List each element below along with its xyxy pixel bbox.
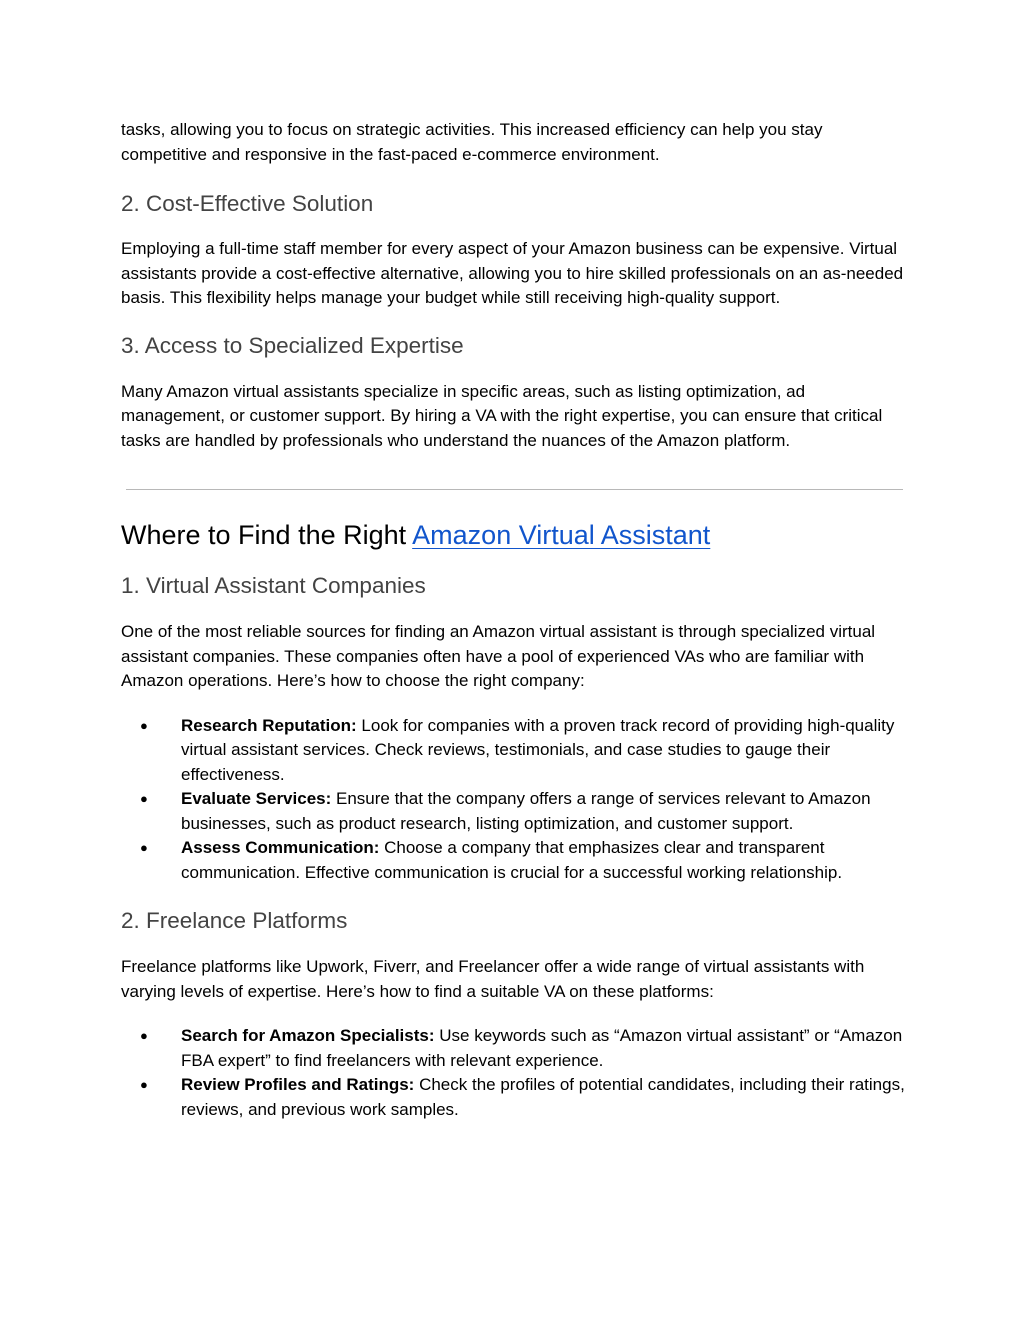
freelance-platforms-heading: 2. Freelance Platforms <box>121 908 348 933</box>
specialized-expertise-paragraph: Many Amazon virtual assistants specialize in specific areas, such as listing optimization, ad management, or customer support. By hiring a VA with the right expertise, you can ensure that critical tasks are handled by professionals who understand the nuances of the Amazon platform. <box>121 381 883 450</box>
bullet-text: Ensure that the company offers a range of services relevant to Amazon businesses, such as product research, listing optimization, and customer support. <box>181 789 871 833</box>
bullet-label: Review Profiles and Ratings: <box>181 1075 415 1094</box>
bullet-text: Choose a company that emphasizes clear and transparent communication. Effective communication is crucial for a successful working relationship. <box>181 838 843 882</box>
bullet-icon: ● <box>140 840 148 855</box>
cost-effective-heading: 2. Cost-Effective Solution <box>121 191 374 216</box>
bullet-label: Research Reputation: <box>181 715 357 735</box>
amazon-virtual-assistant-link[interactable]: Amazon Virtual Assistant <box>412 520 711 550</box>
cost-effective-paragraph: Employing a full-time staff member for every aspect of your Amazon business can be expensive. Virtual assistants provide a cost-effective alternative, allowing you to hire skilled professionals on an as-needed basis. This flexibility helps manage your budget while still receiving high-quality support. <box>121 239 904 307</box>
document-page <box>121 118 906 1122</box>
intro-paragraph: tasks, allowing you to focus on strategic activities. This increased efficiency can help you stay competitive and responsive in the fast-paced e-commerce environment. <box>121 120 823 164</box>
bullet-label: Assess Communication: <box>181 838 380 857</box>
bullet-icon: ● <box>140 1077 148 1092</box>
freelance-platforms-paragraph: Freelance platforms like Upwork, Fiverr, and Freelancer offer a wide range of virtual assistants with varying levels of expertise. Here’s how to find a suitable VA on these platforms: <box>121 957 865 1001</box>
bullet-icon: ● <box>140 717 148 733</box>
list-item <box>121 1073 906 1122</box>
bullet-text: Use keywords such as “Amazon virtual assistant” or “Amazon FBA expert” to find freelancers with relevant experience. <box>181 1026 903 1070</box>
bullet-text: Look for companies with a proven track record of providing high-quality virtual assistant services. Check reviews, testimonials, and case studies to gauge their effectiveness. <box>181 715 895 784</box>
bullet-label: Search for Amazon Specialists: <box>181 1026 435 1045</box>
bullet-icon: ● <box>140 791 148 806</box>
list-item <box>121 714 906 788</box>
specialized-expertise-heading: 3. Access to Specialized Expertise <box>121 332 464 358</box>
where-to-find-heading-text: Where to Find the Right <box>121 520 413 550</box>
list-item <box>121 787 906 836</box>
section-divider <box>126 489 903 490</box>
virtual-assistant-companies-heading: 1. Virtual Assistant Companies <box>121 573 426 598</box>
list-item <box>121 836 906 885</box>
freelance-bullet-list <box>121 1024 906 1122</box>
bullet-label: Evaluate Services: <box>181 789 332 808</box>
bullet-icon: ● <box>140 1028 148 1043</box>
list-item <box>121 1024 906 1073</box>
companies-bullet-list <box>121 714 906 886</box>
virtual-assistant-companies-paragraph: One of the most reliable sources for finding an Amazon virtual assistant is through specialized virtual assistant companies. These companies often have a pool of experienced VAs who are familiar with Amazon operations. Here’s how to choose the right company: <box>121 622 876 690</box>
where-to-find-heading <box>121 517 906 553</box>
bullet-text: Check the profiles of potential candidates, including their ratings, reviews, and previous work samples. <box>181 1075 905 1119</box>
